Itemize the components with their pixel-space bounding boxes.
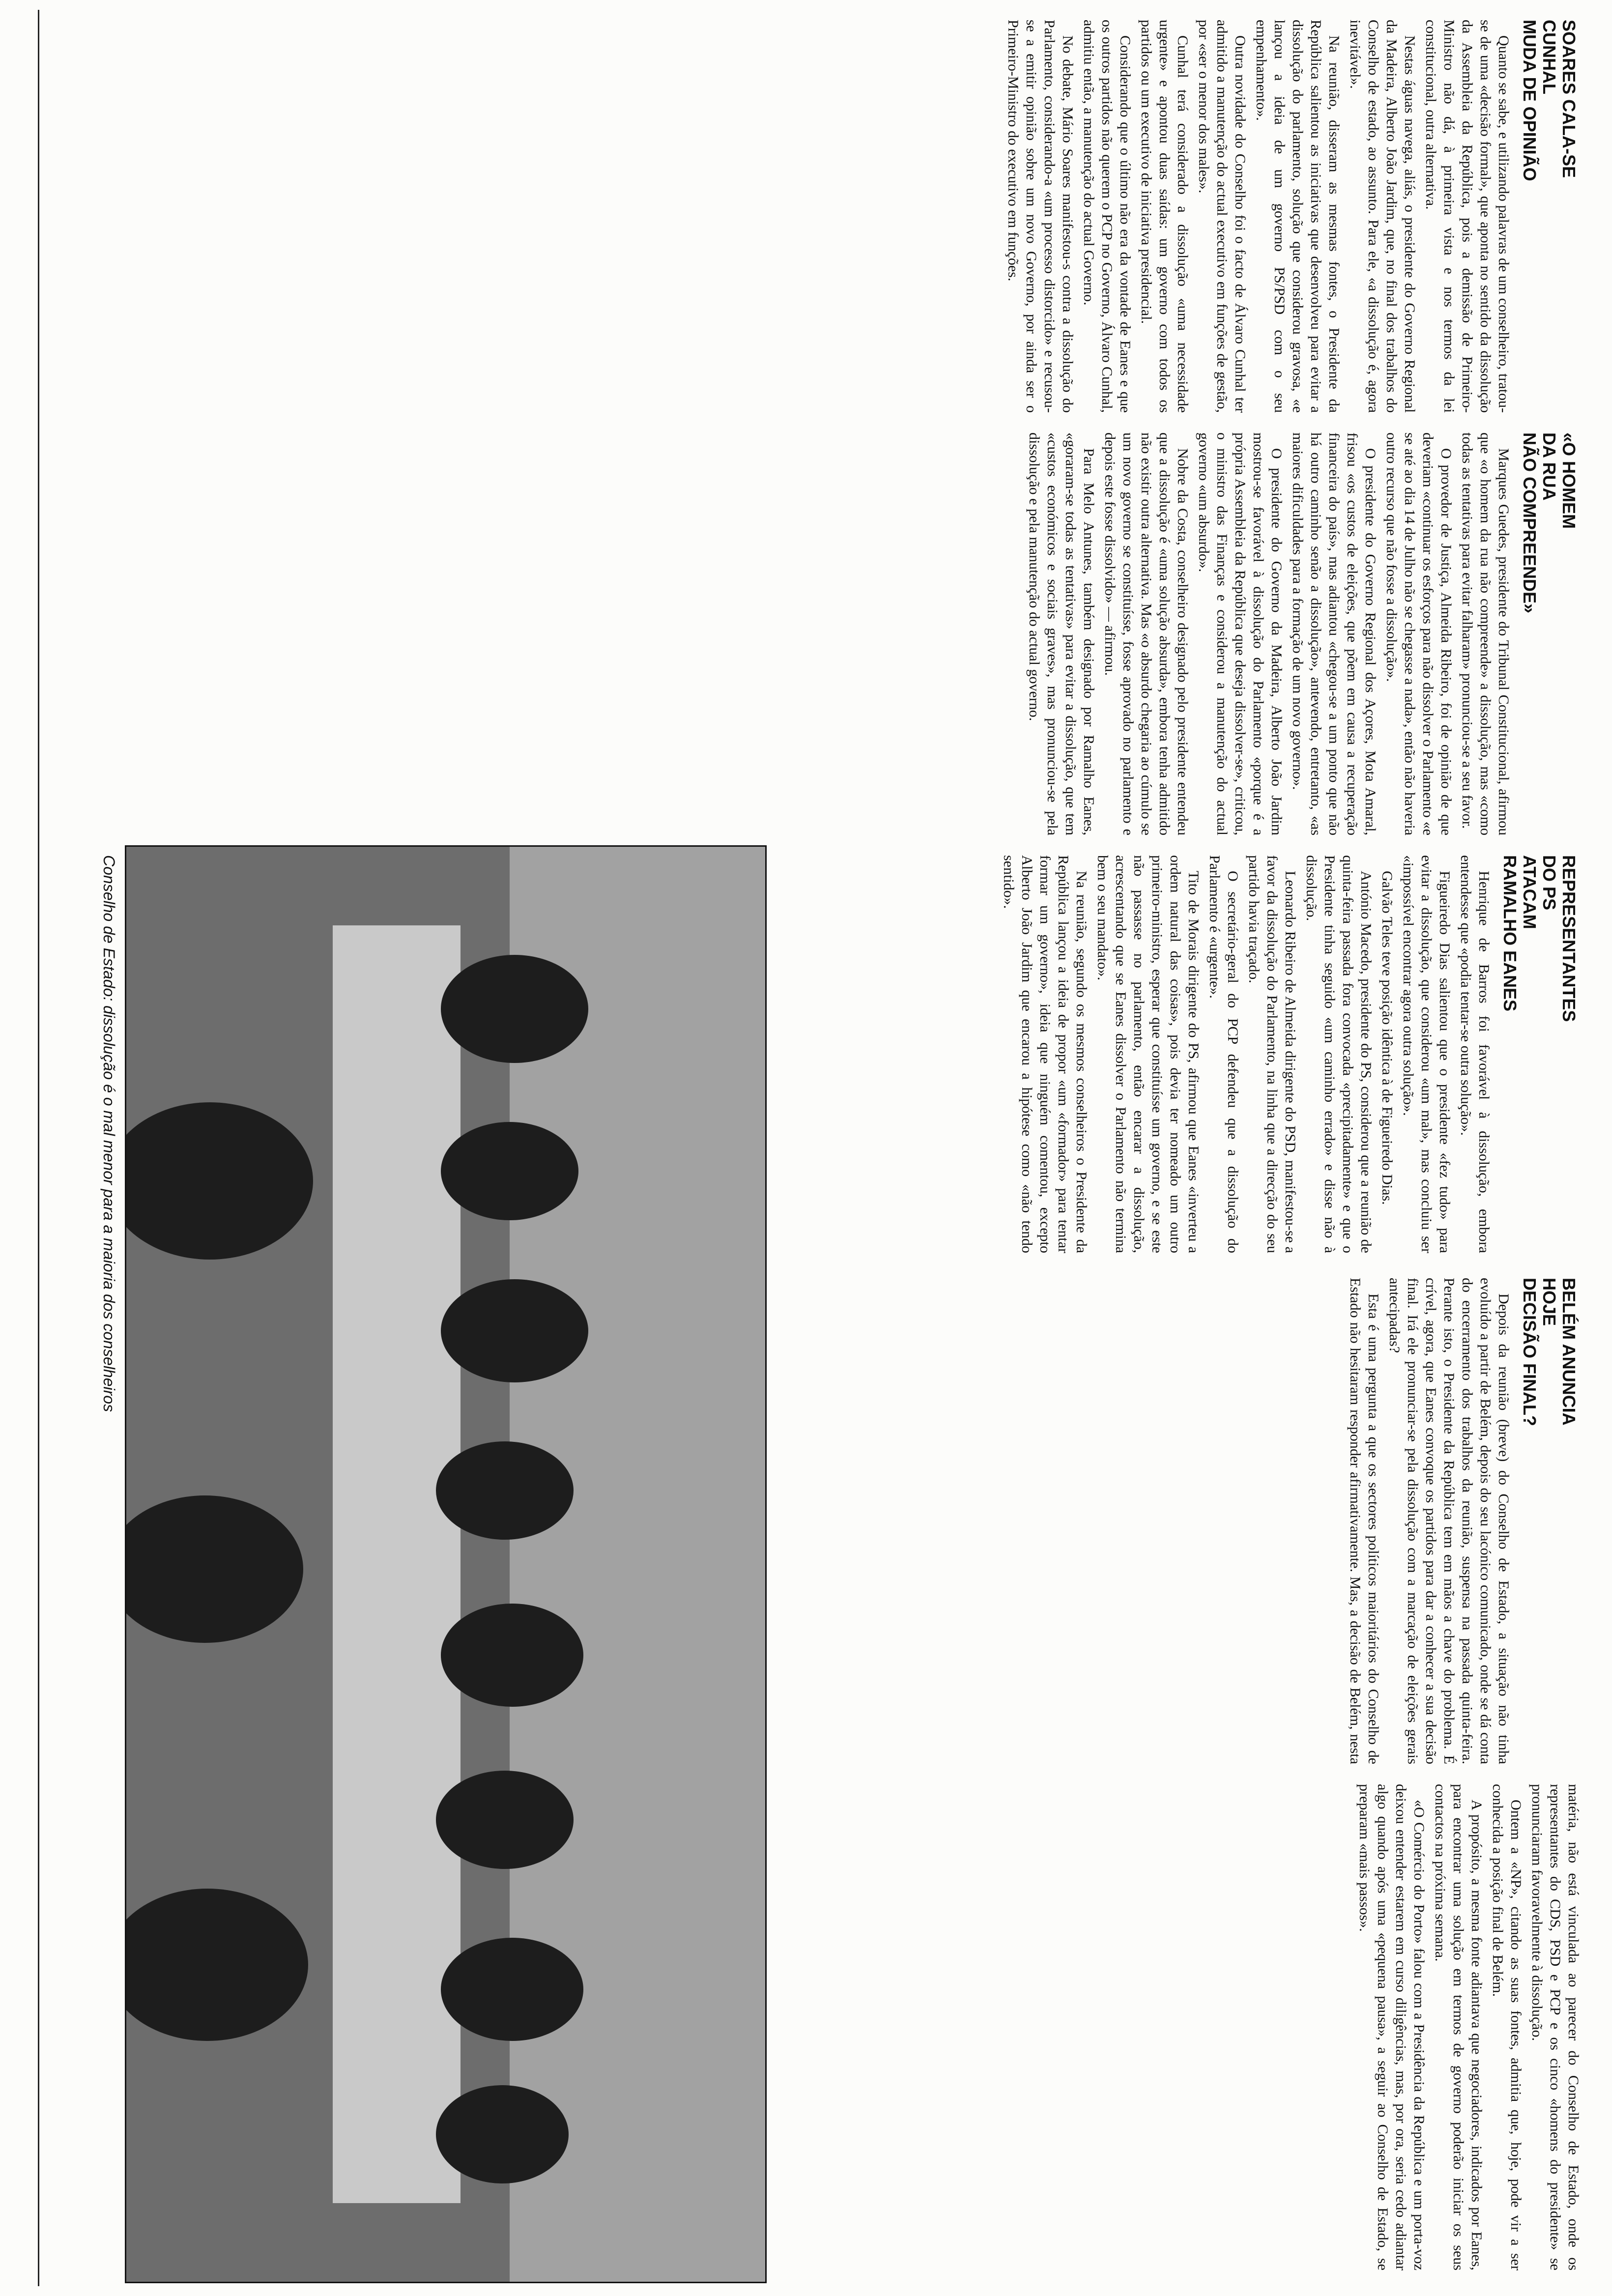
photo-figure xyxy=(441,1938,583,2041)
paragraph: O presidente do Governo Regional dos Açores, Mota Amaral, frisou «os custos de eleições, que põem em causa a recuperação financeira do país», mas adiantou «chegou-se a um ponto que não há outro caminho senão a dissolução», antevendo, entretanto, «as maiores dificuldades para a formação de um novo governo». xyxy=(1290,432,1379,835)
paragraph: Outra novidade do Conselho foi o facto de Álvaro Cunhal ter admitido a manutenção do actual executivo em funções de gestão, por «ser o menor dos males». xyxy=(1196,20,1248,413)
headline-line: DECISÃO FINAL? xyxy=(1520,1278,1540,1426)
paragraph: Na reunião, disseram as mesmas fontes, o Presidente da República salientou as iniciativas que desenvolveu para evitar a dissolução do parlamento, solução que considerou gravosa, «e lançou a ideia de um governo PS/PSD com o seu empenhamento». xyxy=(1253,20,1342,413)
headline-line: CUNHAL xyxy=(1539,20,1559,94)
headline-line: SOARES CALA-SE xyxy=(1559,20,1579,178)
headline-line: DO PS xyxy=(1539,855,1559,911)
paragraph: O secretário-geral do PCP defendeu que a dissolução do Parlamento é «urgente». xyxy=(1207,855,1241,1253)
headline-line: «O HOMEM xyxy=(1559,432,1579,529)
headline-line: NÃO COMPREENDE» xyxy=(1520,432,1540,614)
photo-figure xyxy=(441,955,588,1063)
photo-caption: Conselho de Estado: dissolução é o mal menor para a maioria dos conselheiros xyxy=(100,855,118,1412)
photo-figure-foreground xyxy=(125,1495,303,1643)
paragraph: Nestas águas navega, aliás, o presidente do Governo Regional da Madeira, Alberto João Jardim, que, no final dos trabalhos do Conselho de estado, ao assunto. Para ele, «a dissolução é, agora inevitável». xyxy=(1347,20,1418,413)
photo-table xyxy=(333,925,461,2203)
paragraph: António Macedo, presidente do PS, considerou que a reunião de quinta-feira passada fora convocada «precipitadamente» e que o Presidente tinha seguido «um caminho errado» e disse não à dissolução. xyxy=(1303,855,1374,1253)
photo-figure-foreground xyxy=(125,1102,313,1260)
headline-line: DA RUA xyxy=(1539,432,1559,501)
paragraph: A propósito, a mesma fonte adiantava que negociadores, indicados por Eanes, para encontrar uma solução em termos de governo poderão iniciar os seus contactos na próxima semana. xyxy=(1432,1784,1485,2270)
headline-belem xyxy=(1520,1278,1579,1764)
paragraph: Depois da reunião (breve) do Conselho de Estado, a situação não tinha evoluído a partir de Belém, depois do seu lacónico comunicado, onde se dá conta do encerramento dos trabalhos da reunião, suspensa na passada quinta-feira. Perante isto, o Presidente da República tem em mãos a chave do problema. É crível, agora, que Eanes convoque os partidos para dar a conhecer a sua decisão final. Irá ele pronunciar-se pela dissolução com a marcação de eleições gerais antecipadas? xyxy=(1386,1278,1512,1764)
paragraph: Figueiredo Dias salientou que o presidente «fez tudo» para evitar a dissolução, que considerou «um mal», mas concluiu ser «impossível encontrar agora outra solução». xyxy=(1400,855,1453,1253)
paragraph: Na reunião, segundo os mesmos conselheiros o Presidente da República lançou a ideia de propor «um «formador» para tentar formar um governo», ideia que ninguém comentou, excepto Alberto João Jardim que encarou a hipótese como «não tendo sentido». xyxy=(1001,855,1090,1253)
bottom-rule xyxy=(38,10,39,2286)
photo-conselho-de-estado xyxy=(125,845,767,2283)
photo-figure xyxy=(441,1279,588,1382)
paragraph: No debate, Mário Soares manifestou-s contra a dissolução do Parlamento, considerando-a «um processo distorcido» e recusou-se a emitir opinião sobre um novo Governo, por ainda ser o Primeiro-Ministro do executivo em funções. xyxy=(1005,20,1076,413)
headline-line: REPRESENTANTES xyxy=(1559,855,1579,1022)
headline-soares xyxy=(1520,20,1579,413)
photo-background-wall xyxy=(510,847,765,2282)
paragraph: Cunhal terá considerado a dissolução «uma necessidade urgente» e apontou duas saídas: um governo com todos os partidos ou um executivo de iniciativa presidencial. xyxy=(1138,20,1191,413)
paragraph: «O Comércio do Porto» falou com a Presidência da República e um porta-voz deixou entender estarem em curso diligências, mas, por ora, seria cedo adiantar algo quando após uma «pequena pausa», a seguir ao Conselho de Estado, se preparam «mais passos». xyxy=(1356,1784,1427,2270)
paragraph: Marques Guedes, presidente do Tribunal Constitucional, afirmou que «o homem da rua não compreende» a dissolução, mas «como todas as tentativas para evitar falharam» pronunciou-se a seu favor. xyxy=(1459,432,1512,835)
headline-line: HOJE xyxy=(1539,1278,1559,1326)
column-ps xyxy=(997,855,1583,1253)
column-soares xyxy=(1001,20,1583,413)
photo-figure xyxy=(436,2085,569,2183)
paragraph: Para Melo Antunes, também designado por Ramalho Eanes, «goraram-se todas as tentativas» para evitar a dissolução, que tem «custos económicos e sociais graves», mas pronunciou-se pela dissolução e pela manutenção do actual governo. xyxy=(1026,432,1097,835)
paragraph: O provedor de Justiça, Almeida Ribeiro, foi de opinião de que deveriam «continuar os esforços para não dissolver o Parlamento «e se até ao dia 14 de Julho não se chegasse a nada», então não haveria outro recurso que não fosse a dissolução». xyxy=(1383,432,1454,835)
paragraph: Ontem a «NP», citando as suas fontes, admitia que, hoje, pode vir a ser conhecida a posição final de Belém. xyxy=(1490,1784,1524,2270)
headline-line: RAMALHO EANES xyxy=(1500,855,1520,1012)
headline-line: BELÉM ANUNCIA xyxy=(1559,1278,1579,1426)
column-belem xyxy=(1346,1278,1583,2270)
headline-homem-da-rua xyxy=(1520,432,1579,835)
photo-figure xyxy=(436,1771,574,1869)
paragraph: Esta é uma pergunta a que os sectores políticos maioritários do Conselho de Estado não hesitaram responder afirmativamente. Mas, a decisão de Belém, nesta matéria, não está vinculada ao parecer do Conselho de Estado, onde os representantes do CDS, PSD e PCP e os cinco «homens do presidente» se pronunciaram favoravelmente à dissolução. xyxy=(1347,1278,1582,2270)
paragraph: Quanto se sabe, e utilizando palavras de um conselheiro, tratou-se de uma «decisão formal», que aponta no sentido da dissolução da Assembleia da República, pois a demissão de Primeiro-Ministro não dá, à primeira vista e nos termos da lei constitucional, outra alternativa. xyxy=(1423,20,1512,413)
paragraph: O presidente do Governo da Madeira, Alberto João Jardim mostrou-se favorável à dissolução do Parlamento «porque é a própria Assembleia da República que deseja dissolver-se», criticou, o ministro das Finanças e considerou a manutenção do actual governo «um absurdo». xyxy=(1196,432,1285,835)
headline-ps xyxy=(1500,855,1579,1253)
paragraph: Henrique de Barros foi favorável à dissolução, embora entendesse que «podia tentar-se outra solução». xyxy=(1458,855,1492,1253)
paragraph: Nobre da Costa, conselheiro designado pelo presidente entendeu que a dissolução é «uma solução absurda», embora tenha admitido não existir outra alternativa. Mas «o absurdo chegaria ao cúmulo se um novo governo se constituísse, fosse aprovado no parlamento e depois este fosse dissolvido» — afirmou. xyxy=(1102,432,1191,835)
paragraph: Tito de Morais dirigente do PS, afirmou que Eanes «inverteu a ordem natural das coisas», pois devia ter nomeado um outro primeiro-ministro, esperar que constituísse um governo, e se este não passasse no parlamento, então encarar a dissolução, acrescentando que se Eanes dissolver o Parlamento não termina bem o seu mandato». xyxy=(1094,855,1202,1253)
paragraph: Considerando que o último não era da vontade de Eanes e que os outros partidos não querem o PCP no Governo, Álvaro Cunhal, admitiu então, a manutenção do actual Governo. xyxy=(1081,20,1133,413)
paragraph: Leonardo Ribeiro de Almeida dirigente do PSD, manifestou-se a favor da dissolução do Parlamento, na linha que a direcção do seu partido havia traçado. xyxy=(1246,855,1298,1253)
paragraph: Galvão Teles teve posição idêntica à de Figueiredo Dias. xyxy=(1379,871,1395,1205)
column-homem-da-rua xyxy=(1022,432,1583,835)
photo-figure xyxy=(436,1441,574,1540)
headline-line: MUDA DE OPINIÃO xyxy=(1520,20,1540,181)
photo-figure xyxy=(441,1122,578,1220)
headline-line: ATACAM xyxy=(1520,855,1540,929)
photo-figure xyxy=(441,1604,583,1707)
photo-figure-foreground xyxy=(125,1889,308,2041)
